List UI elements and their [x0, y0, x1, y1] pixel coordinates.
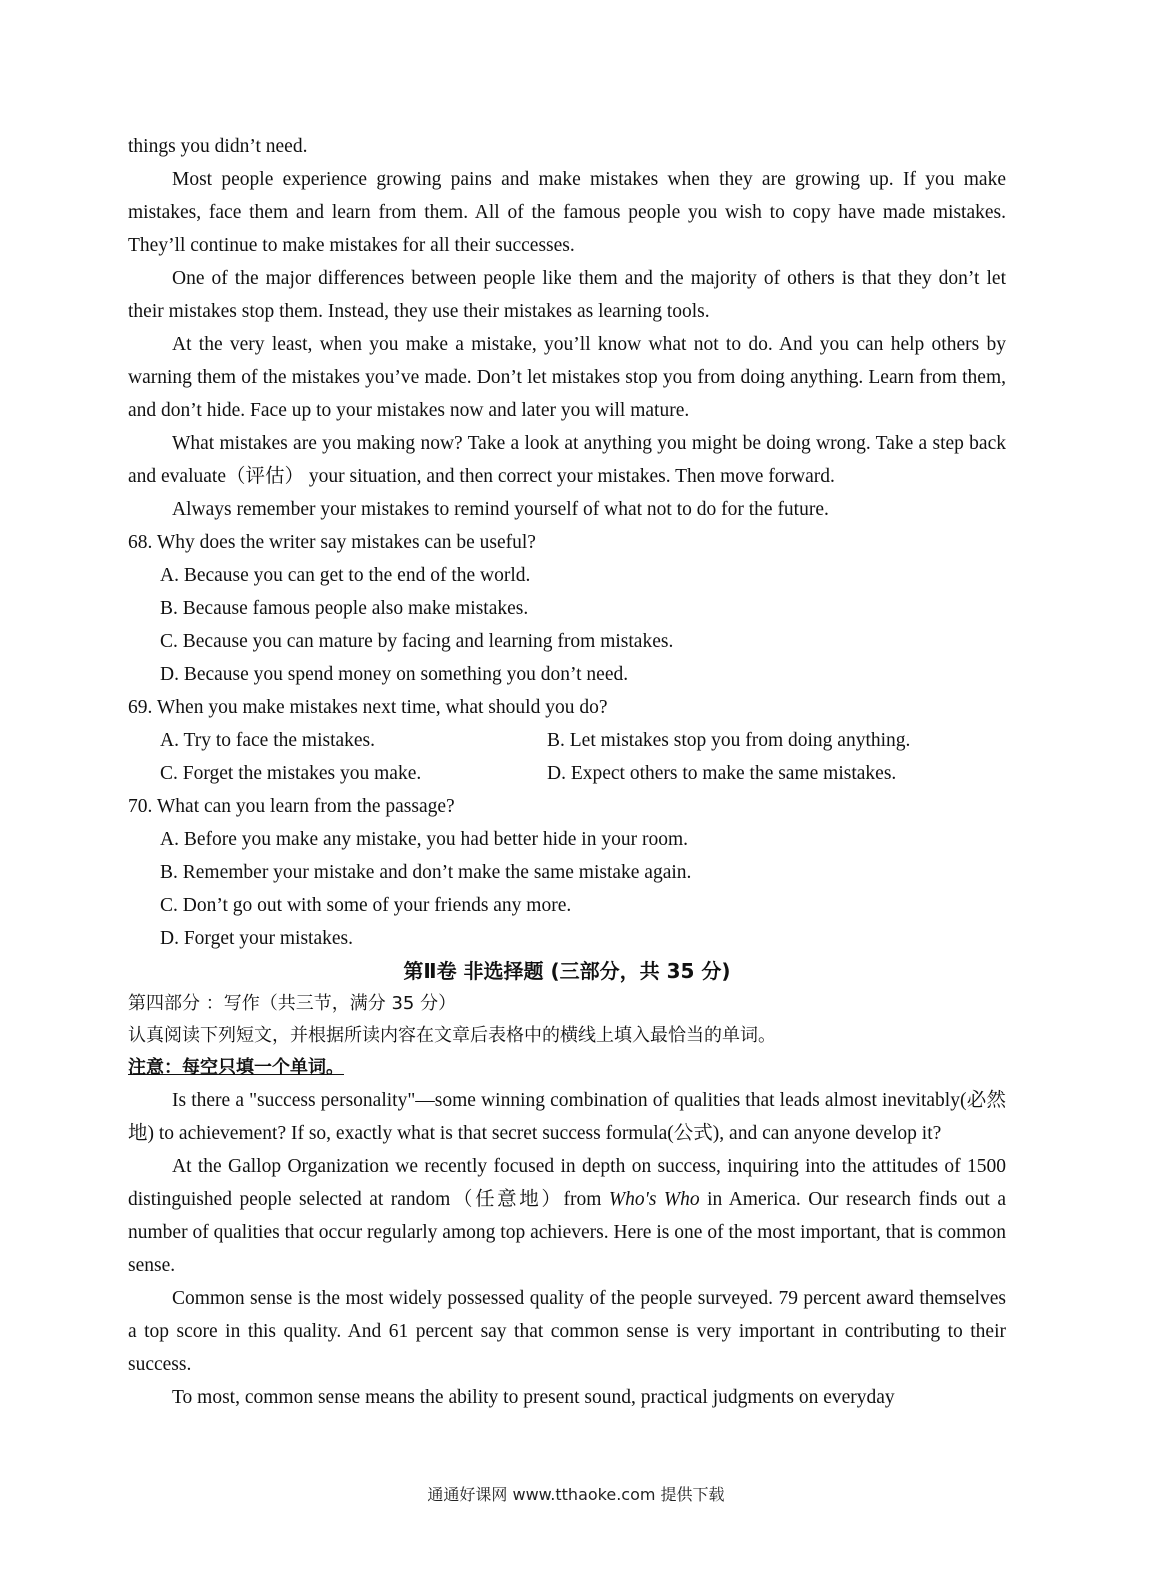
option-d: D. Forget your mistakes. [160, 928, 354, 949]
option-c: C. Because you can mature by facing and learning from mistakes. [160, 631, 674, 652]
paragraph: Always remember your mistakes to remind yourself of what not to do for the future. [172, 499, 829, 520]
question-stem: 68. Why does the writer say mistakes can be useful? [128, 532, 536, 553]
option-a: A. Try to face the mistakes. [160, 730, 376, 751]
option-b: B. Let mistakes stop you from doing anything. [547, 730, 911, 751]
paragraph [128, 1150, 1006, 1282]
paragraph: One of the major differences between people like them and the majority of others is that they don’t let their mistakes stop them. Instead, they use their mistakes as learning tools. [128, 268, 1006, 322]
option-b: B. Because famous people also make mistakes. [160, 598, 529, 619]
text-span: in America. Our research finds out a number of qualities that occur regularly among top achievers. Here is one of the most important, that is common sense. [128, 1189, 1006, 1276]
paragraph: What mistakes are you making now? Take a look at anything you might be doing wrong. Take a step back and evaluate（评估） your situation, and then correct your mistakes. Then move forward. [128, 433, 1006, 487]
option-c: C. Forget the mistakes you make. [160, 763, 422, 784]
option-c: C. Don’t go out with some of your friends any more. [160, 895, 572, 916]
question-68 [128, 526, 1006, 691]
question-69 [128, 691, 1006, 790]
paragraph: Most people experience growing pains and make mistakes when they are growing up. If you make mistakes, face them and learn from them. All of the famous people you wish to copy have made mistakes. They’ll continue to make mistakes for all their successes. [128, 169, 1006, 256]
section-title: 第Ⅱ卷 非选择题 (三部分，共 35 分) [403, 959, 731, 983]
passage-success [128, 1084, 1006, 1414]
option-d: D. Because you spend money on something you don’t need. [160, 664, 629, 685]
paragraph: Is there a "success personality"—some winning combination of qualities that leads almost inevitably(必然地) to achievement? If so, exactly what is that secret success formula(公式), and can anyone develop it? [128, 1090, 1006, 1144]
question-stem: 69. When you make mistakes next time, what should you do? [128, 697, 608, 718]
paragraph: Common sense is the most widely possessed quality of the people surveyed. 79 percent award themselves a top score in this quality. And 61 percent say that common sense is very important in contributing to their success. [128, 1288, 1006, 1375]
question-70 [128, 790, 1006, 955]
part-heading: 第四部分 ：写作（共三节，满分 35 分） [128, 993, 457, 1014]
note: 注意：每空只填一个单词。 [128, 1057, 344, 1078]
text-span: At the Gallop Organization we recently focused in depth on success, inquiring into the attitudes of 1500 distinguished people selected at random（任意地）from [128, 1156, 1006, 1210]
option-a: A. Before you make any mistake, you had better hide in your room. [160, 829, 688, 850]
paragraph: things you didn’t need. [128, 136, 308, 157]
italic-title: Who's Who [608, 1189, 700, 1210]
option-d: D. Expect others to make the same mistakes. [547, 763, 897, 784]
paragraph: To most, common sense means the ability to present sound, practical judgments on everyday [172, 1387, 895, 1408]
option-a: A. Because you can get to the end of the world. [160, 565, 531, 586]
passage-mistakes [128, 130, 1006, 1414]
option-b: B. Remember your mistake and don’t make the same mistake again. [160, 862, 692, 883]
page-footer: 通通好课网 www.tthaoke.com 提供下载 [427, 1485, 725, 1504]
question-stem: 70. What can you learn from the passage? [128, 796, 455, 817]
paragraph: At the very least, when you make a mistake, you’ll know what not to do. And you can help others by warning them of the mistakes you’ve made. Don’t let mistakes stop you from doing anything. Learn from them, and don’t hide. Face up to your mistakes now and later you will mature. [128, 334, 1006, 421]
instruction: 认真阅读下列短文，并根据所读内容在文章后表格中的横线上填入最恰当的单词。 [128, 1025, 776, 1046]
